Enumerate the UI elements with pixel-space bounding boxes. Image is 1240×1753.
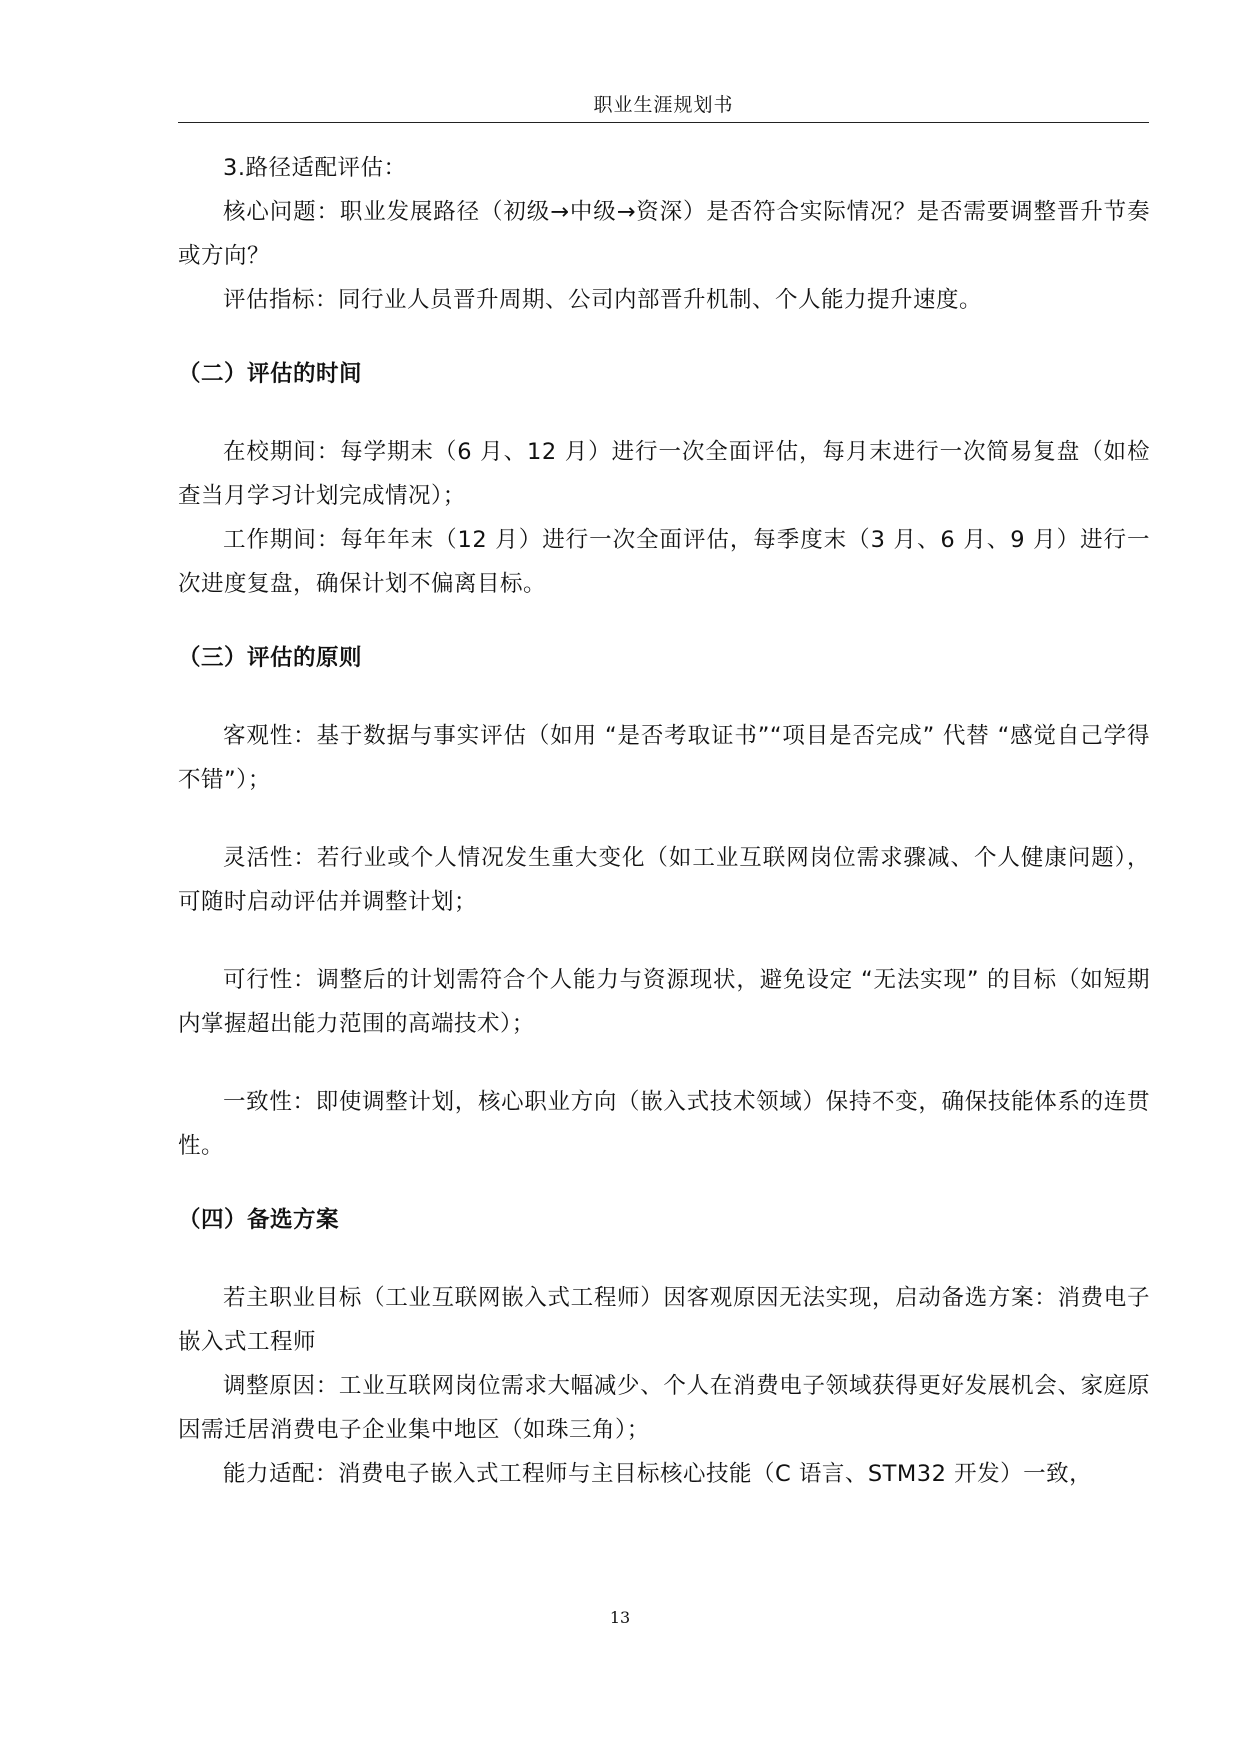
section-heading-eval-time: （二）评估的时间 (178, 361, 363, 387)
path-eval-core-question: 核心问题：职业发展路径（初级→中级→资深）是否符合实际情况？是否需要调整晋升节奏或方向？ (178, 199, 1150, 269)
page-header (178, 84, 1149, 123)
principle-consistency: 一致性：即使调整计划，核心职业方向（嵌入式技术领域）保持不变，确保技能体系的连贯性。 (178, 1089, 1150, 1159)
principle-objectivity: 客观性：基于数据与事实评估（如用 “是否考取证书”“项目是否完成” 代替 “感觉自己学得不错”）； (178, 723, 1150, 793)
eval-time-work: 工作期间：每年年末（12 月）进行一次全面评估，每季度末（3 月、6 月、9 月）进行一次进度复盘，确保计划不偏离目标。 (178, 527, 1150, 597)
section-heading-eval-principles: （三）评估的原则 (178, 645, 363, 671)
backup-plan-reason: 调整原因：工业互联网岗位需求大幅减少、个人在消费电子领域获得更好发展机会、家庭原因需迁居消费电子企业集中地区（如珠三角）； (178, 1373, 1150, 1443)
backup-plan-ability: 能力适配：消费电子嵌入式工程师与主目标核心技能（C 语言、STM32 开发）一致， (223, 1461, 1093, 1487)
backup-plan-intro: 若主职业目标（工业互联网嵌入式工程师）因客观原因无法实现，启动备选方案：消费电子嵌入式工程师 (178, 1285, 1150, 1355)
section-heading-backup-plan: （四）备选方案 (178, 1207, 340, 1233)
document-body (178, 146, 1150, 1496)
principle-feasibility: 可行性：调整后的计划需符合个人能力与资源现状，避免设定 “无法实现” 的目标（如短期内掌握超出能力范围的高端技术）； (178, 967, 1150, 1037)
page-number: 13 (609, 1608, 631, 1627)
path-eval-title: 3.路径适配评估： (223, 155, 407, 181)
header-title: 职业生涯规划书 (593, 94, 734, 116)
principle-flexibility: 灵活性：若行业或个人情况发生重大变化（如工业互联网岗位需求骤减、个人健康问题），可随时启动评估并调整计划； (178, 845, 1150, 915)
eval-time-school: 在校期间：每学期末（6 月、12 月）进行一次全面评估，每月末进行一次简易复盘（如检查当月学习计划完成情况）； (178, 439, 1150, 509)
path-eval-indicators: 评估指标：同行业人员晋升周期、公司内部晋升机制、个人能力提升速度。 (223, 287, 983, 313)
